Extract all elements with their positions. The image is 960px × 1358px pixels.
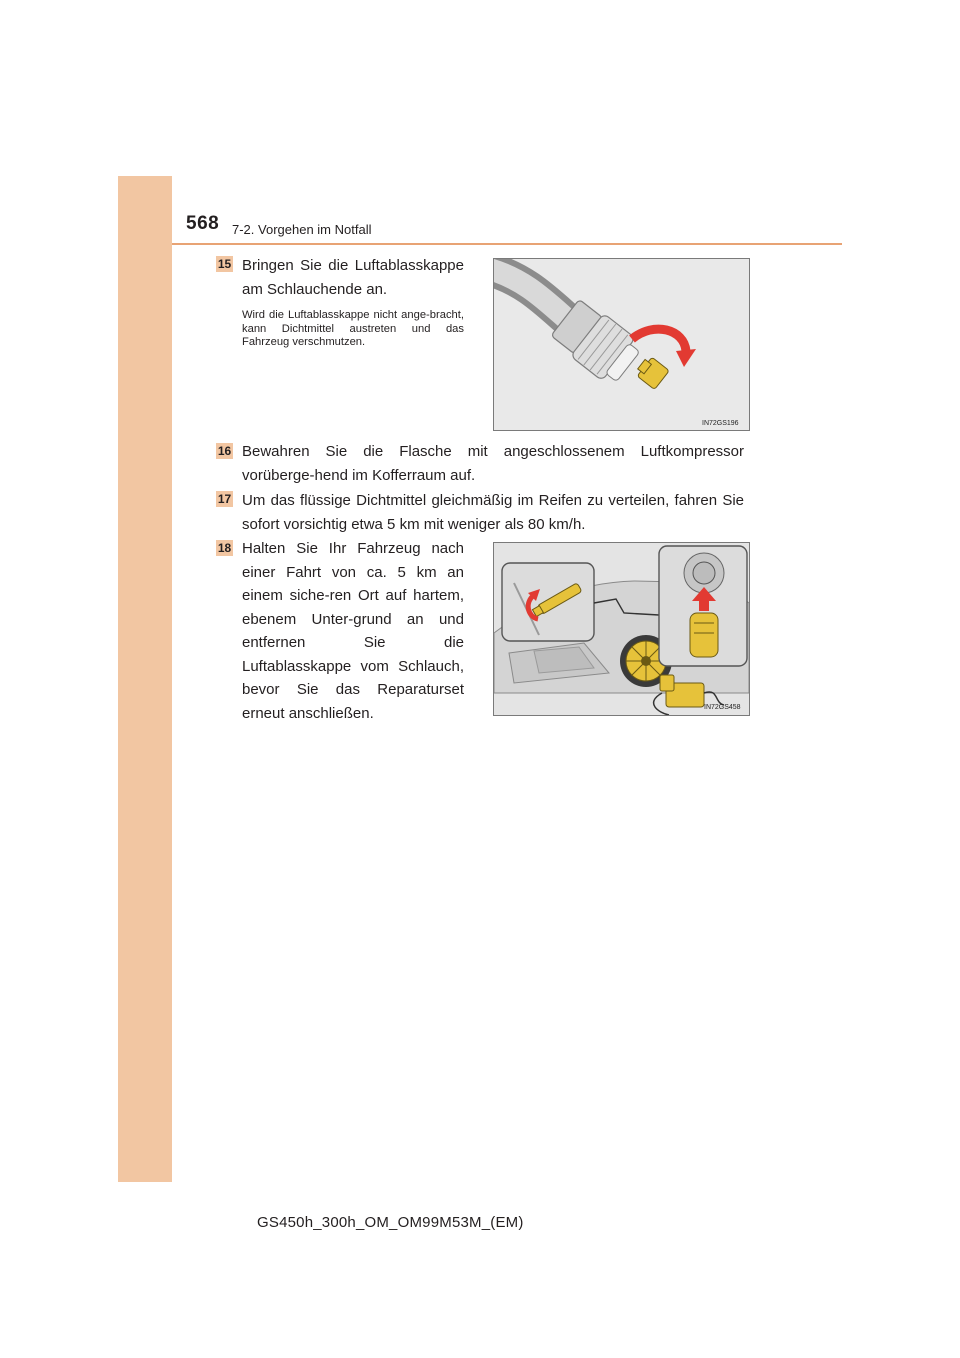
hose-cap-illustration: [494, 259, 749, 430]
page-number: 568: [186, 213, 220, 234]
step-number-18: 18: [217, 541, 232, 555]
step-number-16: 16: [217, 444, 232, 458]
figure-hose-cap: [493, 258, 750, 431]
step-number-17: 17: [217, 492, 232, 506]
header-rule: [172, 243, 842, 245]
step-18-text: Halten Sie Ihr Fahrzeug nach einer Fahrt von ca. 5 km an einem siche-ren Ort auf hartem, ebenem Unter-grund an und entfernen Sie die Luftablasskappe vom Schlauch, bevor Sie das Reparaturset erneut anschließen.: [242, 540, 464, 722]
step-17-text: Um das flüssige Dichtmittel gleichmäßig im Reifen zu verteilen, fahren Sie sofort vorsichtig etwa 5 km mit weniger als 80 km/h.: [242, 492, 744, 533]
section-title: 7-2. Vorgehen im Notfall: [232, 222, 372, 237]
remove-cap-illustration: [494, 543, 749, 715]
document-id: GS450h_300h_OM_OM99M53M_(EM): [257, 1214, 524, 1231]
step-number-15: 15: [217, 257, 232, 271]
step-15-text: Bringen Sie die Luftablasskappe am Schlauchende an.: [242, 257, 464, 298]
figure-remove-cap: [493, 542, 750, 716]
step-16-text: Bewahren Sie die Flasche mit angeschlossenem Luftkompressor vorüberge-hend im Kofferraum auf.: [242, 443, 744, 484]
figure-code-15: IN72GS196: [702, 420, 739, 427]
figure-code-18: IN72GS458: [704, 704, 741, 711]
chapter-side-bar: [118, 176, 172, 1182]
step-15-note: Wird die Luftablasskappe nicht ange-bracht, kann Dichtmittel austreten und das Fahrzeug verschmutzen.: [242, 309, 464, 348]
